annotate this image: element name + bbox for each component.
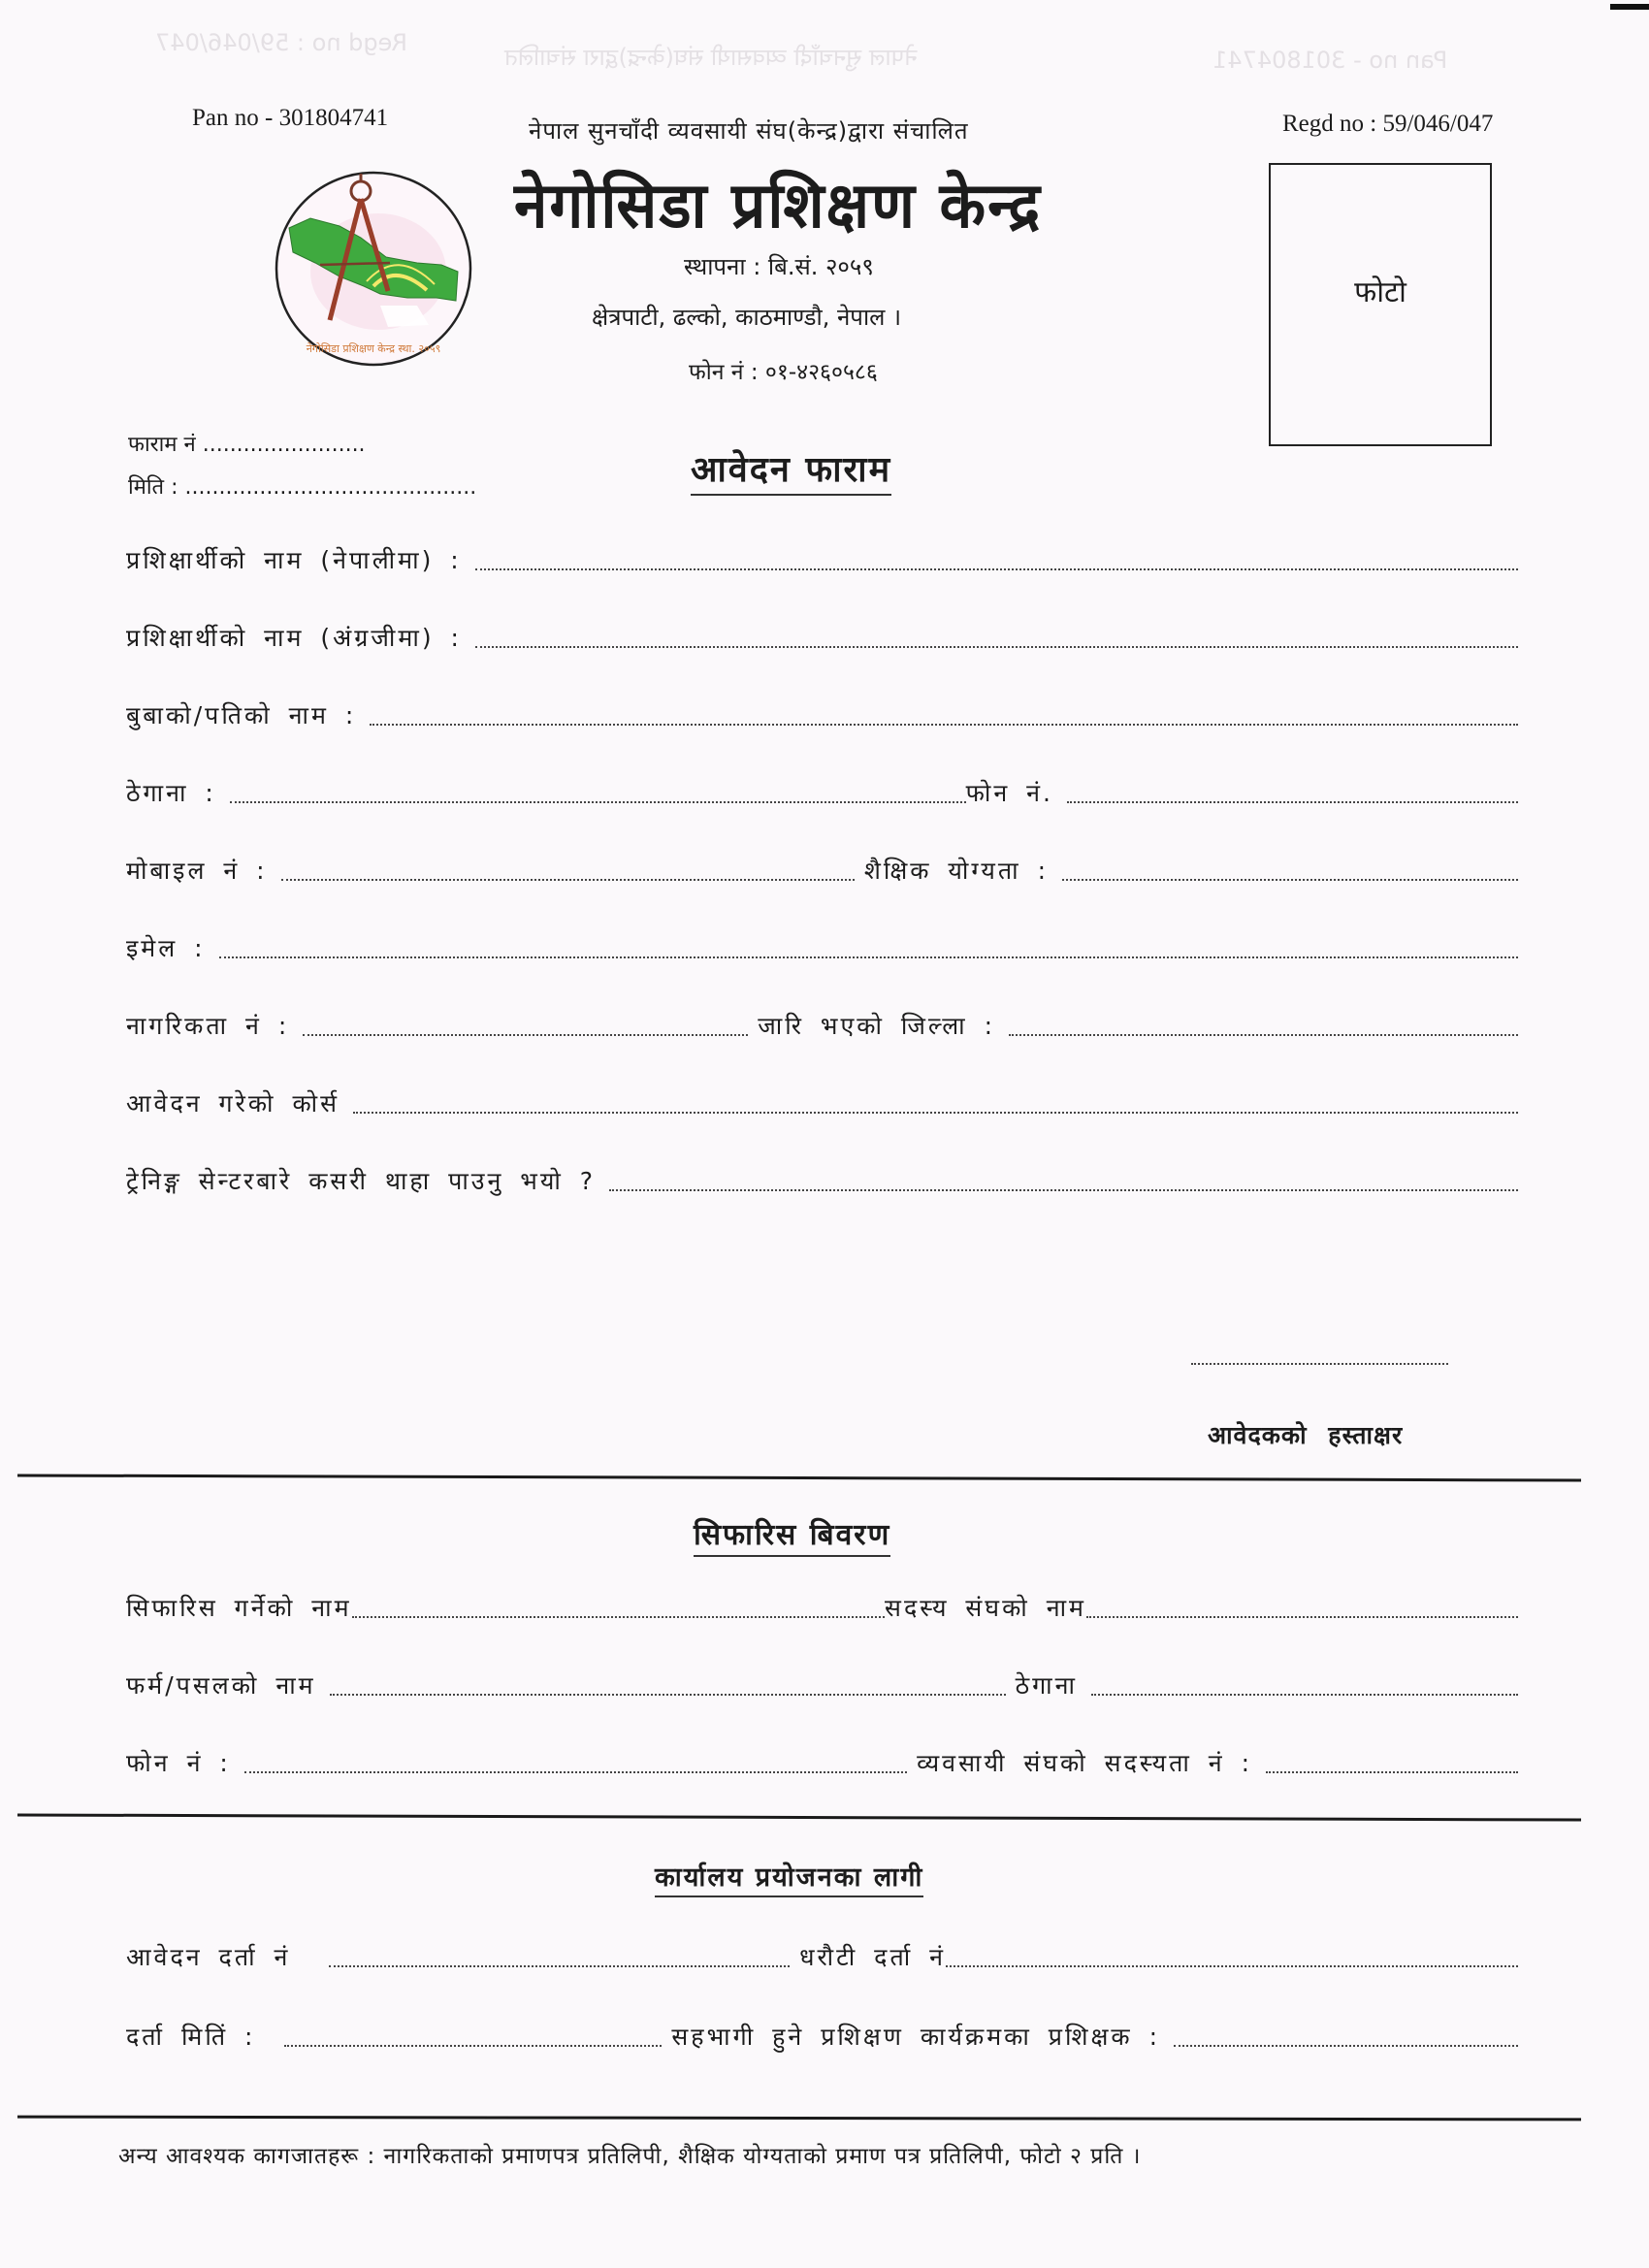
- showthrough-pan: Pan no - 301804741: [1212, 47, 1448, 74]
- field-label: नागरिकता नं :: [126, 1012, 290, 1040]
- field-label: व्यवसायी संघको सदस्यता नं :: [917, 1749, 1252, 1777]
- required-documents-note: अन्य आवश्यक कागजातहरू : नागरिकताको प्रमाणपत्र प्रतिलिपी, शैक्षिक योग्यताको प्रमाण पत्र प्रतिलिपी, फोटो २ प्रति ।: [118, 2144, 1142, 2169]
- field-application-deposit-reg[interactable]: [126, 1940, 1528, 1973]
- field-label: फर्म/पसलको नाम: [126, 1671, 316, 1700]
- office-use-heading: कार्यालय प्रयोजनका लागी: [655, 1858, 923, 1897]
- field-label: सदस्य संघको नाम: [885, 1594, 1086, 1622]
- section-divider: [17, 1813, 1581, 1821]
- logo-emblem: [272, 170, 475, 369]
- address: क्षेत्रपाटी, ढल्को, काठमाण्डौ, नेपाल ।: [592, 304, 902, 331]
- field-label: ट्रेनिङ्ग सेन्टरबारे कसरी थाहा पाउनु भयो ?: [126, 1167, 597, 1195]
- form-date-field[interactable]: [128, 471, 476, 501]
- field-mobile-qualification[interactable]: [126, 854, 1528, 887]
- field-label: आवेदन दर्ता नं: [126, 1943, 291, 1971]
- application-reg-number-input[interactable]: [329, 1964, 790, 1967]
- phone-input[interactable]: [1067, 800, 1518, 803]
- issued-district-input[interactable]: [1009, 1033, 1518, 1036]
- compass-map-icon: [272, 170, 475, 369]
- field-trainee-name-nepali[interactable]: [126, 543, 1528, 576]
- qualification-input[interactable]: [1062, 878, 1518, 881]
- membership-number-input[interactable]: [1266, 1770, 1518, 1773]
- trainee-name-english-input[interactable]: [475, 645, 1518, 648]
- address-input[interactable]: [230, 800, 966, 803]
- citizenship-number-input[interactable]: [303, 1033, 748, 1036]
- organization-line: नेपाल सुनचाँदी व्यवसायी संघ(केन्द्र)द्वारा संचालित: [529, 117, 969, 145]
- application-form-heading: आवेदन फाराम: [691, 444, 891, 496]
- form-number-label: फाराम नं: [128, 433, 196, 457]
- field-recommender-member-org[interactable]: [126, 1591, 1528, 1624]
- scan-mark: [1610, 4, 1649, 10]
- trainee-name-nepali-input[interactable]: [475, 567, 1518, 570]
- field-label: दर्ता मितिं :: [126, 2023, 256, 2051]
- field-label: फोन नं :: [126, 1749, 231, 1777]
- field-label: ठेगाना: [1015, 1671, 1078, 1700]
- form-date-label: मिति :: [128, 475, 178, 500]
- field-label: आवेदन गरेको कोर्स: [126, 1089, 340, 1118]
- applicant-signature-label: आवेदकको हस्ताक्षर: [1208, 1421, 1404, 1449]
- firm-address-input[interactable]: [1091, 1693, 1518, 1696]
- field-label: शैक्षिक योग्यता :: [863, 857, 1049, 885]
- course-input[interactable]: [353, 1111, 1518, 1114]
- recommendation-heading: सिफारिस बिवरण: [694, 1513, 890, 1557]
- referral-source-input[interactable]: [609, 1188, 1518, 1191]
- page-title: नेगोसिडा प्रशिक्षण केन्द्र: [514, 168, 1043, 243]
- email-input[interactable]: [219, 956, 1518, 958]
- pan-number: Pan no - 301804741: [192, 105, 389, 131]
- field-course[interactable]: [126, 1086, 1528, 1119]
- reg-date-input[interactable]: [284, 2044, 662, 2047]
- field-label: बुबाको/पतिको नाम :: [126, 701, 357, 729]
- section-divider: [17, 2116, 1581, 2122]
- deposit-reg-number-input[interactable]: [946, 1964, 1518, 1967]
- field-label: इमेल :: [126, 934, 206, 962]
- field-address-phone[interactable]: [126, 776, 1528, 809]
- field-phone-membership[interactable]: [126, 1746, 1528, 1779]
- field-email[interactable]: [126, 931, 1528, 964]
- field-label: प्रशिक्षार्थीको नाम (नेपालीमा) :: [126, 546, 462, 574]
- photo-box[interactable]: [1269, 163, 1492, 446]
- field-referral-source[interactable]: [126, 1164, 1528, 1197]
- field-label: फोन नं.: [965, 779, 1053, 807]
- field-father-husband-name[interactable]: [126, 698, 1528, 731]
- member-org-name-input[interactable]: [1086, 1615, 1518, 1618]
- trainer-input[interactable]: [1174, 2044, 1518, 2047]
- form-number-dots: ........................: [202, 433, 366, 457]
- svg-text:नेगोसिडा प्रशिक्षण केन्द्र स्थ: नेगोसिडा प्रशिक्षण केन्द्र स्था. २०५९: [306, 342, 441, 355]
- field-label: प्रशिक्षार्थीको नाम (अंग्रजीमा) :: [126, 624, 462, 652]
- showthrough-regd: Regd no : 59/046/047: [155, 29, 408, 56]
- photo-label: फोटो: [1354, 275, 1406, 309]
- field-trainee-name-english[interactable]: [126, 621, 1528, 654]
- form-date-dots: ...........................................: [184, 475, 477, 500]
- field-label: धरौटी दर्ता नं: [799, 1943, 946, 1971]
- field-label: सिफारिस गर्नेको नाम: [126, 1594, 352, 1622]
- field-citizenship-district[interactable]: [126, 1009, 1528, 1042]
- field-firm-address[interactable]: [126, 1669, 1528, 1701]
- established-date: स्थापना : बि.सं. २०५९: [684, 253, 874, 280]
- form-number-field[interactable]: [128, 429, 366, 458]
- mobile-input[interactable]: [281, 878, 855, 881]
- father-husband-name-input[interactable]: [370, 723, 1518, 726]
- section-divider: [17, 1474, 1581, 1481]
- field-label: सहभागी हुने प्रशिक्षण कार्यक्रमका प्रशिक्षक :: [671, 2023, 1160, 2051]
- field-label: मोबाइल नं :: [126, 857, 268, 885]
- showthrough-org: नेपाल सुनचाँदी व्यवसायी संघ(केन्द्र)द्वारा संचालित: [504, 44, 918, 71]
- recommender-name-input[interactable]: [352, 1615, 886, 1618]
- field-label: जारि भएको जिल्ला :: [758, 1012, 995, 1040]
- phone-number: फोन नं : ०१-४२६०५८६: [689, 360, 878, 385]
- signature-line[interactable]: [1191, 1363, 1448, 1365]
- firm-name-input[interactable]: [330, 1693, 1006, 1696]
- registration-number: Regd no : 59/046/047: [1282, 111, 1494, 137]
- field-reg-date-trainer[interactable]: [126, 2020, 1528, 2053]
- field-label: ठेगाना :: [126, 779, 216, 807]
- recommender-phone-input[interactable]: [244, 1770, 907, 1773]
